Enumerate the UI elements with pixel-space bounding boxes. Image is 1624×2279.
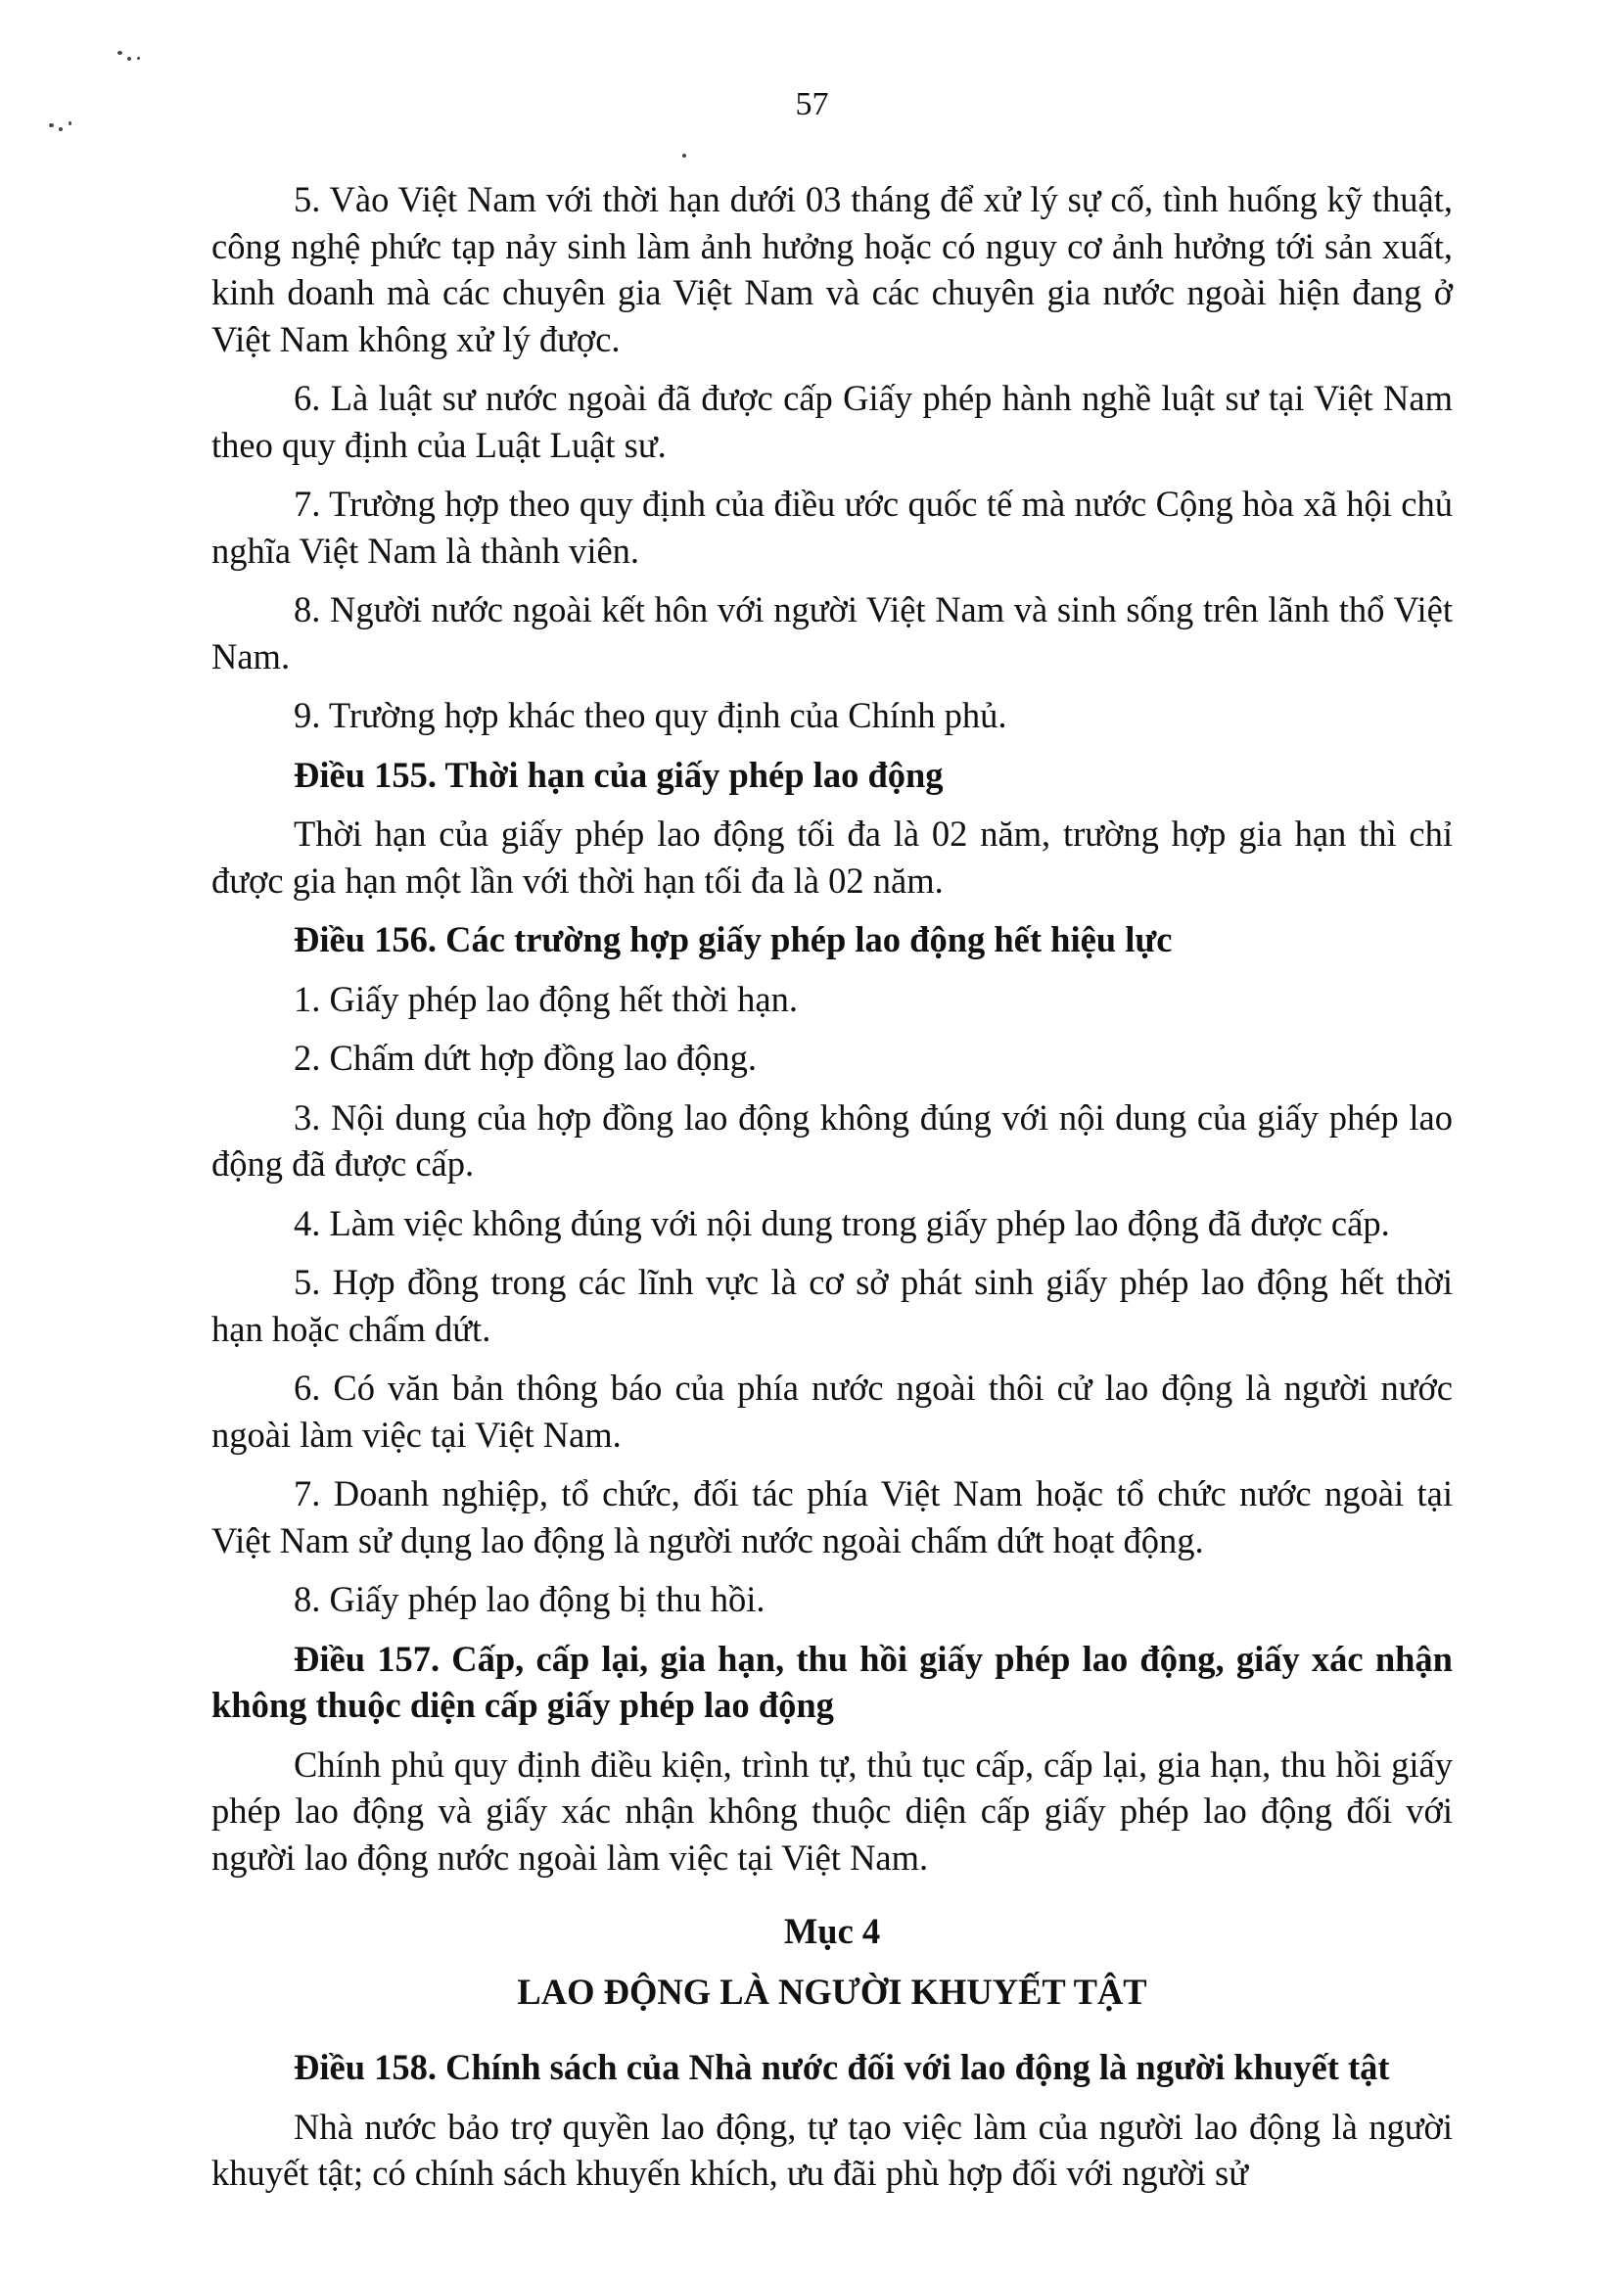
list-item: 8. Giấy phép lao động bị thu hồi. <box>294 1579 766 1619</box>
section-number: Mục 4 <box>783 1911 881 1951</box>
article-heading-157: Điều 157. Cấp, cấp lại, gia hạn, thu hồi giấy phép lao động, giấy xác nhận không thuộc diện cấp giấy phép lao động <box>211 1638 1453 1725</box>
scan-speck <box>137 57 140 60</box>
list-item: 7. Trường hợp theo quy định của điều ước quốc tế mà nước Cộng hòa xã hội chủ nghĩa Việt Nam là thành viên. <box>211 484 1453 571</box>
list-item: 2. Chấm dứt hợp đồng lao động. <box>294 1038 758 1078</box>
list-item: 5. Vào Việt Nam với thời hạn dưới 03 tháng để xử lý sự cố, tình huống kỹ thuật, công nghệ phức tạp nảy sinh làm ảnh hưởng hoặc có nguy cơ ảnh hưởng tới sản xuất, kinh doanh mà các chuyên gia Việt Nam và các chuyên gia nước ngoài hiện đang ở Việt Nam không xử lý được. <box>211 179 1453 359</box>
document-body <box>211 176 1453 2209</box>
list-item: 9. Trường hợp khác theo quy định của Chính phủ. <box>294 695 1007 735</box>
paragraph: Thời hạn của giấy phép lao động tối đa là 02 năm, trường hợp gia hạn thì chỉ được gia hạn một lần với thời hạn tối đa là 02 năm. <box>211 814 1453 901</box>
list-item: 5. Hợp đồng trong các lĩnh vực là cơ sở phát sinh giấy phép lao động hết thời hạn hoặc chấm dứt. <box>211 1262 1453 1349</box>
section-title: LAO ĐỘNG LÀ NGƯỜI KHUYẾT TẬT <box>517 1971 1147 2012</box>
list-item: 8. Người nước ngoài kết hôn với người Việt Nam và sinh sống trên lãnh thổ Việt Nam. <box>211 589 1453 676</box>
list-item: 4. Làm việc không đúng với nội dung trong giấy phép lao động đã được cấp. <box>294 1202 1390 1243</box>
scan-speck <box>117 51 122 55</box>
scan-speck <box>59 127 63 131</box>
list-item: 7. Doanh nghiệp, tổ chức, đối tác phía Việt Nam hoặc tổ chức nước ngoài tại Việt Nam sử dụng lao động là người nước ngoài chấm dứt hoạt động. <box>211 1473 1453 1560</box>
list-item: 6. Có văn bản thông báo của phía nước ngoài thôi cử lao động là người nước ngoài làm việc tại Việt Nam. <box>211 1368 1453 1455</box>
list-item: 6. Là luật sư nước ngoài đã được cấp Giấy phép hành nghề luật sư tại Việt Nam theo quy định của Luật Luật sư. <box>211 378 1453 465</box>
paragraph: Nhà nước bảo trợ quyền lao động, tự tạo việc làm của người lao động là người khuyết tật; có chính sách khuyến khích, ưu đãi phù hợp đối với người sử <box>211 2106 1453 2193</box>
article-heading-158: Điều 158. Chính sách của Nhà nước đối với lao động là người khuyết tật <box>294 2047 1390 2087</box>
scan-speck <box>127 57 131 61</box>
article-heading-155: Điều 155. Thời hạn của giấy phép lao động <box>294 754 944 795</box>
list-item: 1. Giấy phép lao động hết thời hạn. <box>294 978 798 1019</box>
scan-speck <box>682 154 686 158</box>
scan-speck <box>49 123 54 127</box>
article-heading-156: Điều 156. Các trường hợp giấy phép lao động hết hiệu lực <box>294 919 1173 959</box>
paragraph: Chính phủ quy định điều kiện, trình tự, thủ tục cấp, cấp lại, gia hạn, thu hồi giấy phép lao động và giấy xác nhận không thuộc diện cấp giấy phép lao động đối với người lao động nước ngoài làm việc tại Việt Nam. <box>211 1744 1453 1878</box>
list-item: 3. Nội dung của hợp đồng lao động không đúng với nội dung của giấy phép lao động đã được cấp. <box>211 1096 1453 1184</box>
page-number: 57 <box>795 86 829 122</box>
